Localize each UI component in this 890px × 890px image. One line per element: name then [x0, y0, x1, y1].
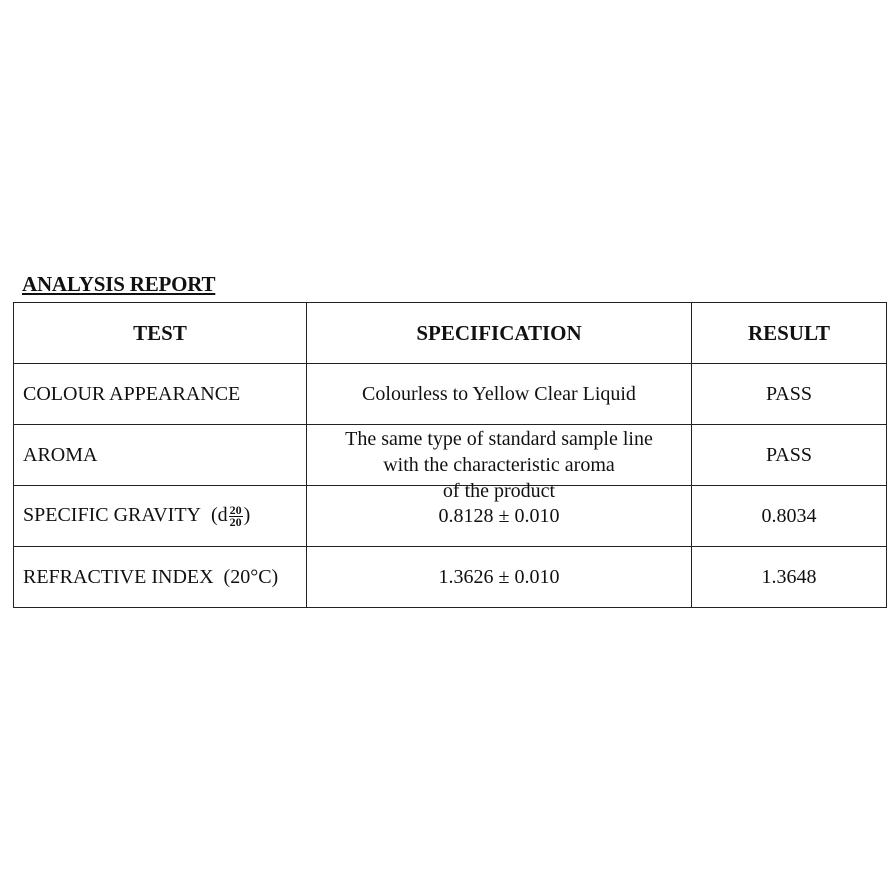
- density-notation: [211, 502, 251, 529]
- test-name: COLOUR APPEARANCE: [14, 364, 307, 425]
- specification-line: of the product: [442, 480, 556, 502]
- paren-close: ): [243, 504, 251, 527]
- table-row: [14, 364, 887, 425]
- header-test: TEST: [14, 303, 307, 364]
- result-value: 1.3648: [692, 547, 887, 608]
- test-name: REFRACTIVE INDEX: [23, 565, 214, 588]
- header-result: RESULT: [692, 303, 887, 364]
- specification-line: The same type of standard sample line: [345, 428, 653, 450]
- result-value: PASS: [692, 425, 887, 486]
- result-value: PASS: [692, 364, 887, 425]
- table-header-row: [14, 303, 887, 364]
- fraction-numerator: 20: [229, 502, 242, 517]
- paren-open: (d: [211, 504, 228, 527]
- test-name-cell: [14, 547, 307, 608]
- table-row: [14, 547, 887, 608]
- test-name-cell: [14, 486, 307, 547]
- report-title: ANALYSIS REPORT: [22, 272, 216, 296]
- analysis-table: [13, 302, 887, 608]
- specification-value: Colourless to Yellow Clear Liquid: [307, 364, 692, 425]
- result-value: 0.8034: [692, 486, 887, 547]
- table-row: [14, 425, 887, 486]
- test-condition: (20°C): [223, 565, 279, 588]
- test-name: AROMA: [14, 425, 307, 486]
- specification-line: with the characteristic aroma: [383, 454, 615, 476]
- specification-value: [307, 425, 692, 502]
- specification-value: 1.3626 ± 0.010: [307, 547, 692, 608]
- specification-value: 0.8128 ± 0.010: [307, 486, 692, 547]
- header-specification: SPECIFICATION: [307, 303, 692, 364]
- density-fraction: [229, 502, 243, 529]
- test-name: SPECIFIC GRAVITY: [23, 504, 201, 527]
- fraction-denominator: 20: [229, 514, 242, 529]
